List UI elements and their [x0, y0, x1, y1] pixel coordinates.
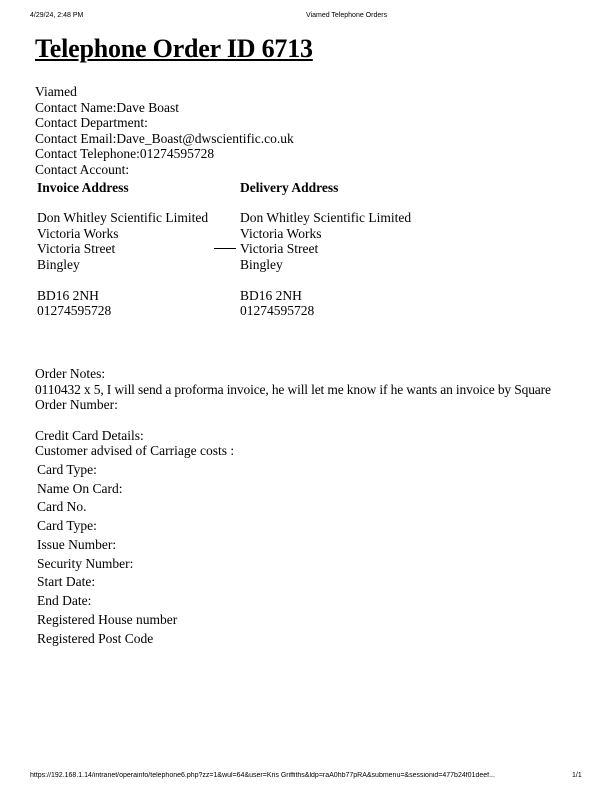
registered-post-code-field: Registered Post Code — [37, 631, 154, 646]
contact-department: Contact Department: — [35, 115, 148, 130]
delivery-address-line: Don Whitley Scientific Limited — [240, 210, 412, 225]
invoice-address-heading: Invoice Address — [37, 180, 129, 195]
print-footer-url: https://192.168.1.14/intranet/operainfo/telephone6.php?zz=1&wul=64&user=Kris Griffiths&ldp=raA0hb77pRA&submenu=&sessionid=477b24f01deef... — [30, 772, 495, 779]
delivery-address-line: Bingley — [240, 257, 283, 272]
delivery-address-line: BD16 2NH — [240, 288, 302, 303]
invoice-address-line: Bingley — [37, 257, 80, 272]
print-header-datetime: 4/29/24, 2:48 PM — [30, 12, 84, 19]
page-title: Telephone Order ID 6713 — [35, 34, 313, 63]
credit-card-details-label: Credit Card Details: — [35, 428, 144, 443]
card-number-field: Card No. — [37, 499, 87, 514]
end-date-field: End Date: — [37, 593, 92, 608]
order-notes-text: 0110432 x 5, I will send a proforma invoice, he will let me know if he wants an invoice by Square — [35, 382, 551, 397]
name-on-card-field: Name On Card: — [37, 481, 123, 496]
delivery-address-heading: Delivery Address — [240, 180, 339, 195]
contact-name: Contact Name:Dave Boast — [35, 100, 179, 115]
carriage-costs-label: Customer advised of Carriage costs : — [35, 443, 235, 458]
invoice-address-line: Don Whitley Scientific Limited — [37, 210, 209, 225]
contact-account: Contact Account: — [35, 162, 130, 177]
delivery-address-line: Victoria Street — [240, 241, 319, 256]
contact-telephone: Contact Telephone:01274595728 — [35, 146, 215, 161]
delivery-address-line: Victoria Works — [240, 226, 322, 241]
invoice-address-line: Victoria Works — [37, 226, 119, 241]
card-type-field: Card Type: — [37, 518, 97, 533]
address-divider — [214, 248, 236, 249]
company-name: Viamed — [35, 84, 77, 99]
invoice-address-line: Victoria Street — [37, 241, 116, 256]
contact-email: Contact Email:Dave_Boast@dwscientific.co.uk — [35, 131, 294, 146]
issue-number-field: Issue Number: — [37, 537, 117, 552]
invoice-address-line: BD16 2NH — [37, 288, 99, 303]
delivery-address-line: 01274595728 — [240, 303, 315, 318]
card-type-field: Card Type: — [37, 462, 97, 477]
registered-house-number-field: Registered House number — [37, 612, 178, 627]
start-date-field: Start Date: — [37, 574, 96, 589]
invoice-address-line: 01274595728 — [37, 303, 112, 318]
order-number-label: Order Number: — [35, 397, 118, 412]
print-header-title: Viamed Telephone Orders — [306, 12, 388, 19]
security-number-field: Security Number: — [37, 556, 134, 571]
print-footer-page-count: 1/1 — [572, 772, 582, 779]
order-notes-label: Order Notes: — [35, 366, 106, 381]
